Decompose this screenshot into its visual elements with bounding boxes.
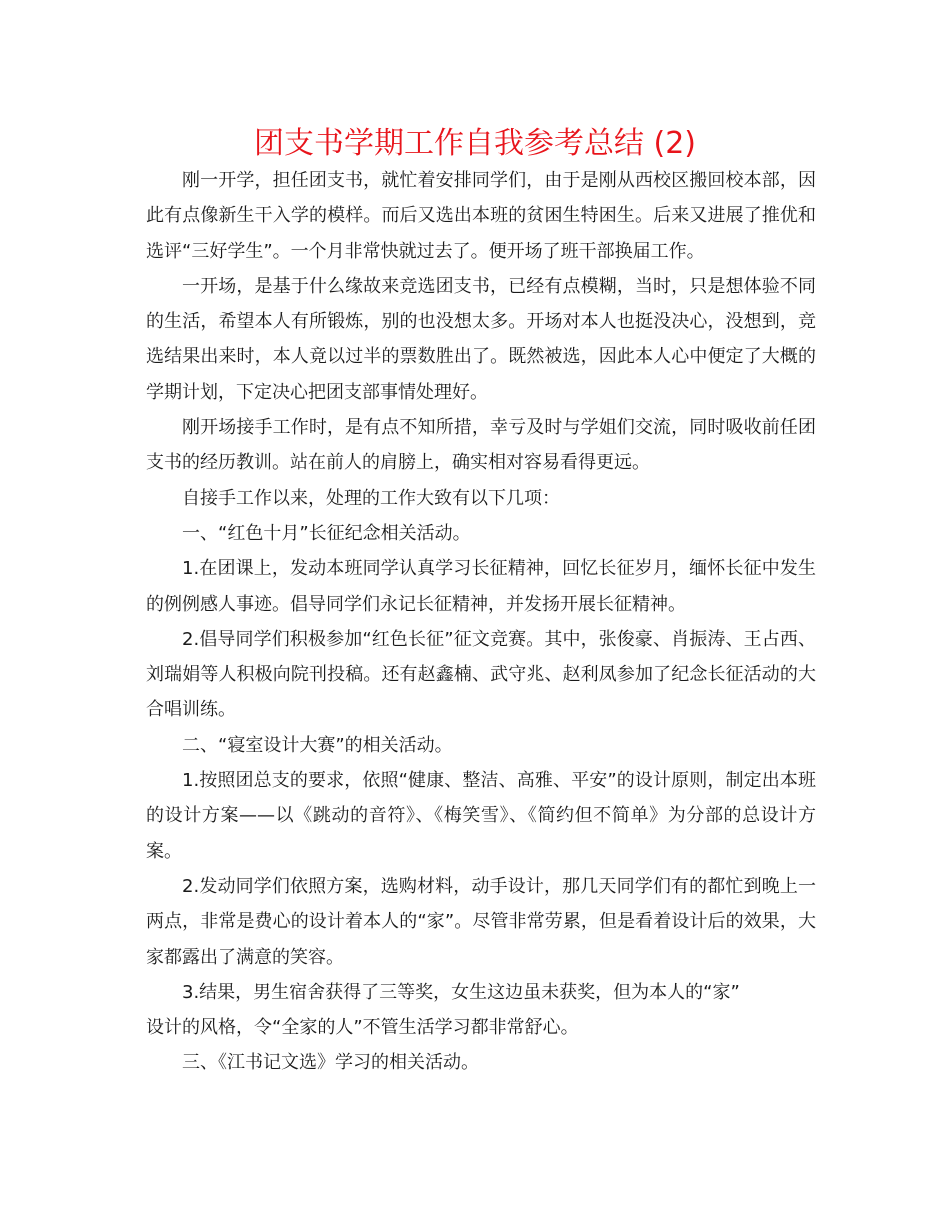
section-heading: 二、“寝室设计大赛”的相关活动。 [182, 734, 453, 756]
paragraph: 2.发动同学们依照方案，选购材料，动手设计，那几天同学们有的都忙到晚上一两点，非常是费心的设计着本人的“家”。尽管非常劳累，但是看着设计后的效果，大家都露出了满意的笑容。 [146, 875, 816, 968]
section-heading: 三、《江书记文选》学习的相关活动。 [182, 1052, 479, 1074]
paragraph: 自接手工作以来，处理的工作大致有以下几项： [182, 487, 560, 509]
paragraph: 一开场，是基于什么缘故来竞选团支书，已经有点模糊，当时，只是想体验不同的生活，希望本人有所锻炼，别的也没想太多。开场对本人也挺没决心，没想到，竞选结果出来时，本人竟以过半的票数胜出了。既然被选，因此本人心中便定了大概的学期计划，下定决心把团支部事情处理好。 [146, 275, 816, 403]
paragraph: 1.在团课上，发动本班同学认真学习长征精神，回忆长征岁月，缅怀长征中发生的例例感人事迹。倡导同学们永记长征精神，并发扬开展长征精神。 [146, 558, 816, 615]
paragraph: 3.结果，男生宿舍获得了三等奖，女生这边虽未获奖，但为本人的“家” [182, 981, 740, 1003]
document-title: 团支书学期工作自我参考总结 (2) [253, 126, 697, 161]
section-heading: 一、“红色十月”长征纪念相关活动。 [182, 522, 471, 544]
paragraph: 刚开场接手工作时，是有点不知所措，幸亏及时与学姐们交流，同时吸收前任团支书的经历教训。站在前人的肩膀上，确实相对容易看得更远。 [146, 417, 816, 474]
paragraph: 刚一开学，担任团支书，就忙着安排同学们，由于是刚从西校区搬回校本部，因此有点像新生干入学的模样。而后又选出本班的贫困生特困生。后来又进展了推优和选评“三好学生”。一个月非常快就过去了。便开场了班干部换届工作。 [146, 170, 816, 262]
paragraph: 2.倡导同学们积极参加“红色长征”征文竞赛。其中，张俊豪、肖振涛、王占西、刘瑞娟等人积极向院刊投稿。还有赵鑫楠、武守兆、赵利凤参加了纪念长征活动的大合唱训练。 [146, 628, 816, 721]
paragraph-continuation: 设计的风格，令“全家的人”不管生活学习都非常舒心。 [146, 1017, 579, 1039]
paragraph: 1.按照团总支的要求，依照“健康、整洁、高雅、平安”的设计原则，制定出本班的设计方案——以《跳动的音符》、《梅笑雪》、《简约但不简单》为分部的总设计方案。 [146, 770, 816, 862]
document-body [146, 163, 816, 1081]
